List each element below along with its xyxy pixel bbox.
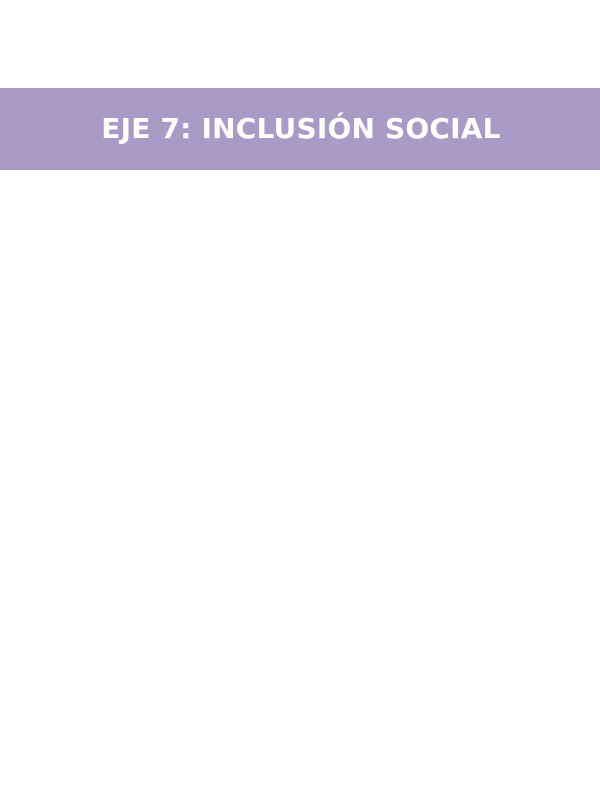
slide-title: EJE 7: INCLUSIÓN SOCIAL: [101, 112, 501, 145]
title-banner: [0, 88, 600, 170]
